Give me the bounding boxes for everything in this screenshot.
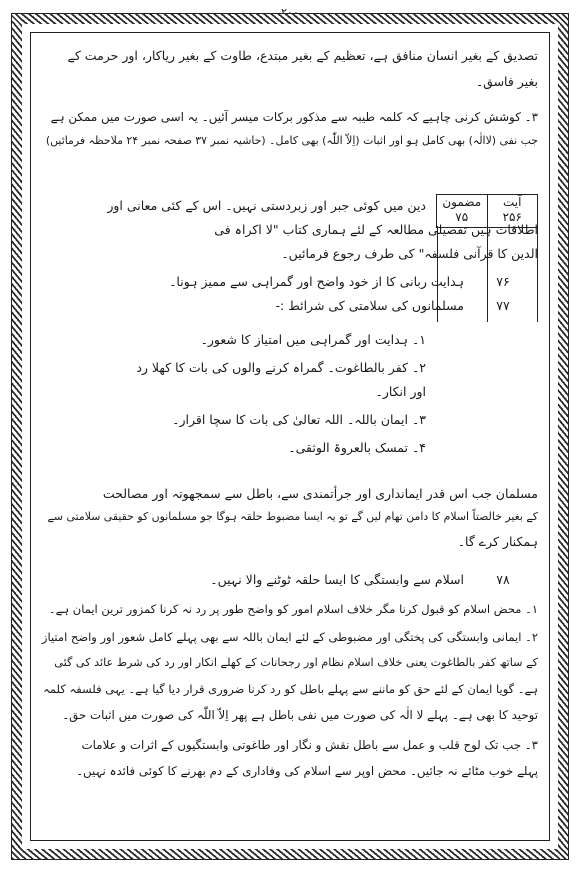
text-line: ۲۔ ایمانی وابستگی کی پختگی اور مضبوطی کے لئے ایمان باللہ سے بھی پہلے کامل شعور اور واضح امتیاز [41, 630, 538, 644]
list-item [169, 274, 538, 289]
text-line: ۳۔ کوشش کرنی چاہیے کہ کلمہ طیبہ سے مذکور برکات میسر آئیں۔ یہ اسی صورت میں ممکن ہے [50, 110, 538, 124]
header-mazmoon-label: مضمون [442, 195, 482, 209]
item-text: اسلام سے وابستگی کا ایسا حلقہ ٹوٹنے والا نہیں۔ [210, 572, 465, 587]
text-line: الدین کا قرآنی فلسفہ" کی طرف رجوع فرمائیں۔ [281, 246, 538, 261]
text-line: جب نفی (لاالٰہ) بھی کامل ہو اور اثبات (اِلاّ اللّٰہ) بھی کامل۔ (حاشیہ نمبر ۳۷ صفحہ نمبر ۲۴ ملاحظہ فرمائیں) [45, 134, 538, 147]
text-line: دین میں کوئی جبر اور زبردستی نہیں۔ اس کے کئی معانی اور [107, 198, 426, 213]
header-mazmoon-num: ۷۵ [455, 210, 469, 224]
text-line: ہمکنار کرے گا۔ [457, 534, 538, 549]
item-text: ہدایت ربانی کا از خود واضح اور گمراہی سے ممیز ہونا۔ [169, 274, 465, 289]
item-number: ۷۶ [496, 274, 510, 289]
text-line: ۱۔ ہدایت اور گمراہی میں امتیاز کا شعور۔ [200, 332, 426, 347]
text-line: ۳۔ ایمان باللہ۔ اللہ تعالیٰ کی بات کا سچا اقرار۔ [172, 412, 426, 427]
header-ayat-label: آیت [503, 195, 522, 209]
page-number: ۲۰۰ [281, 6, 299, 19]
item-number: ۷۷ [496, 298, 510, 313]
text-line: کے ساتھ کفر بالطاغوت یعنی خلاف اسلام نظام اور رجحانات کے کھلے انکار اور رد کی شرط عائد کی گئی [54, 656, 538, 669]
text-line: ۳۔ جب تک لوح قلب و عمل سے باطل نقش و نگار اور طاغوتی وابستگیوں کے اثرات و علامات [81, 738, 538, 752]
item-number: ۷۸ [496, 572, 510, 587]
item-text: مسلمانوں کی سلامتی کی شرائط :- [275, 298, 465, 313]
list-item [210, 572, 538, 587]
text-line: تصدیق کے بغیر انسان منافق ہے، تعظیم کے بغیر مبتدع، طاوت کے بغیر ریاکار، اور حرمت کے [67, 48, 538, 63]
text-line: پہلے خوب مٹائے نہ جائیں۔ محض اوپر سے اسلام کی وفاداری کے دم بھرنے کا کوئی فائدہ نہیں۔ [76, 764, 538, 778]
list-item [276, 298, 538, 313]
ayat-table [42, 194, 538, 322]
text-line: مسلمان جب اس قدر ایمانداری اور جرأتمندی سے، باطل سے سمجھوتہ اور مصالحت [102, 486, 538, 501]
text-line: کے بغیر خالصتاً اسلام کا دامن تھام لیں گے تو یہ ایسا مضبوط حلقہ ہوگا جو مسلمانوں کو حقیقی سلامتی سے [47, 510, 538, 523]
text-line: ۴۔ تمسک بالعروۃ الوثقی۔ [288, 440, 426, 455]
text-line: ہے۔ گویا ایمان کے لئے حق کو ماننے سے پہلے باطل کو رد کرنا ضروری قرار دیا گیا ہے۔ یہی فلسفہ کلمہ [43, 682, 538, 696]
text-line: توحید کا بھی ہے۔ پہلے لا الٰہ کی صورت میں نفی باطل ہے پھر اِلاّ اللّٰہ کی صورت میں اثبات حق۔ [62, 708, 538, 722]
text-line: ۱۔ محض اسلام کو قبول کرنا مگر خلاف اسلام امور کو واضح طور پر رد نہ کرنا کمزور ترین ایمان ہے۔ [48, 602, 538, 616]
header-ayat-num: ۲۵۶ [502, 210, 522, 224]
text-line: ۲۔ کفر بالطاغوت۔ گمراہ کرنے والوں کی بات کا کھلا رد [136, 360, 426, 375]
text-line: بغیر فاسق۔ [475, 74, 538, 89]
text-line: اطلاقات ہیں تفصیلی مطالعہ کے لئے ہماری کتاب "لا اکراہ فی [214, 222, 538, 237]
page-content [42, 40, 538, 830]
text-line: اور انکار۔ [375, 384, 426, 399]
